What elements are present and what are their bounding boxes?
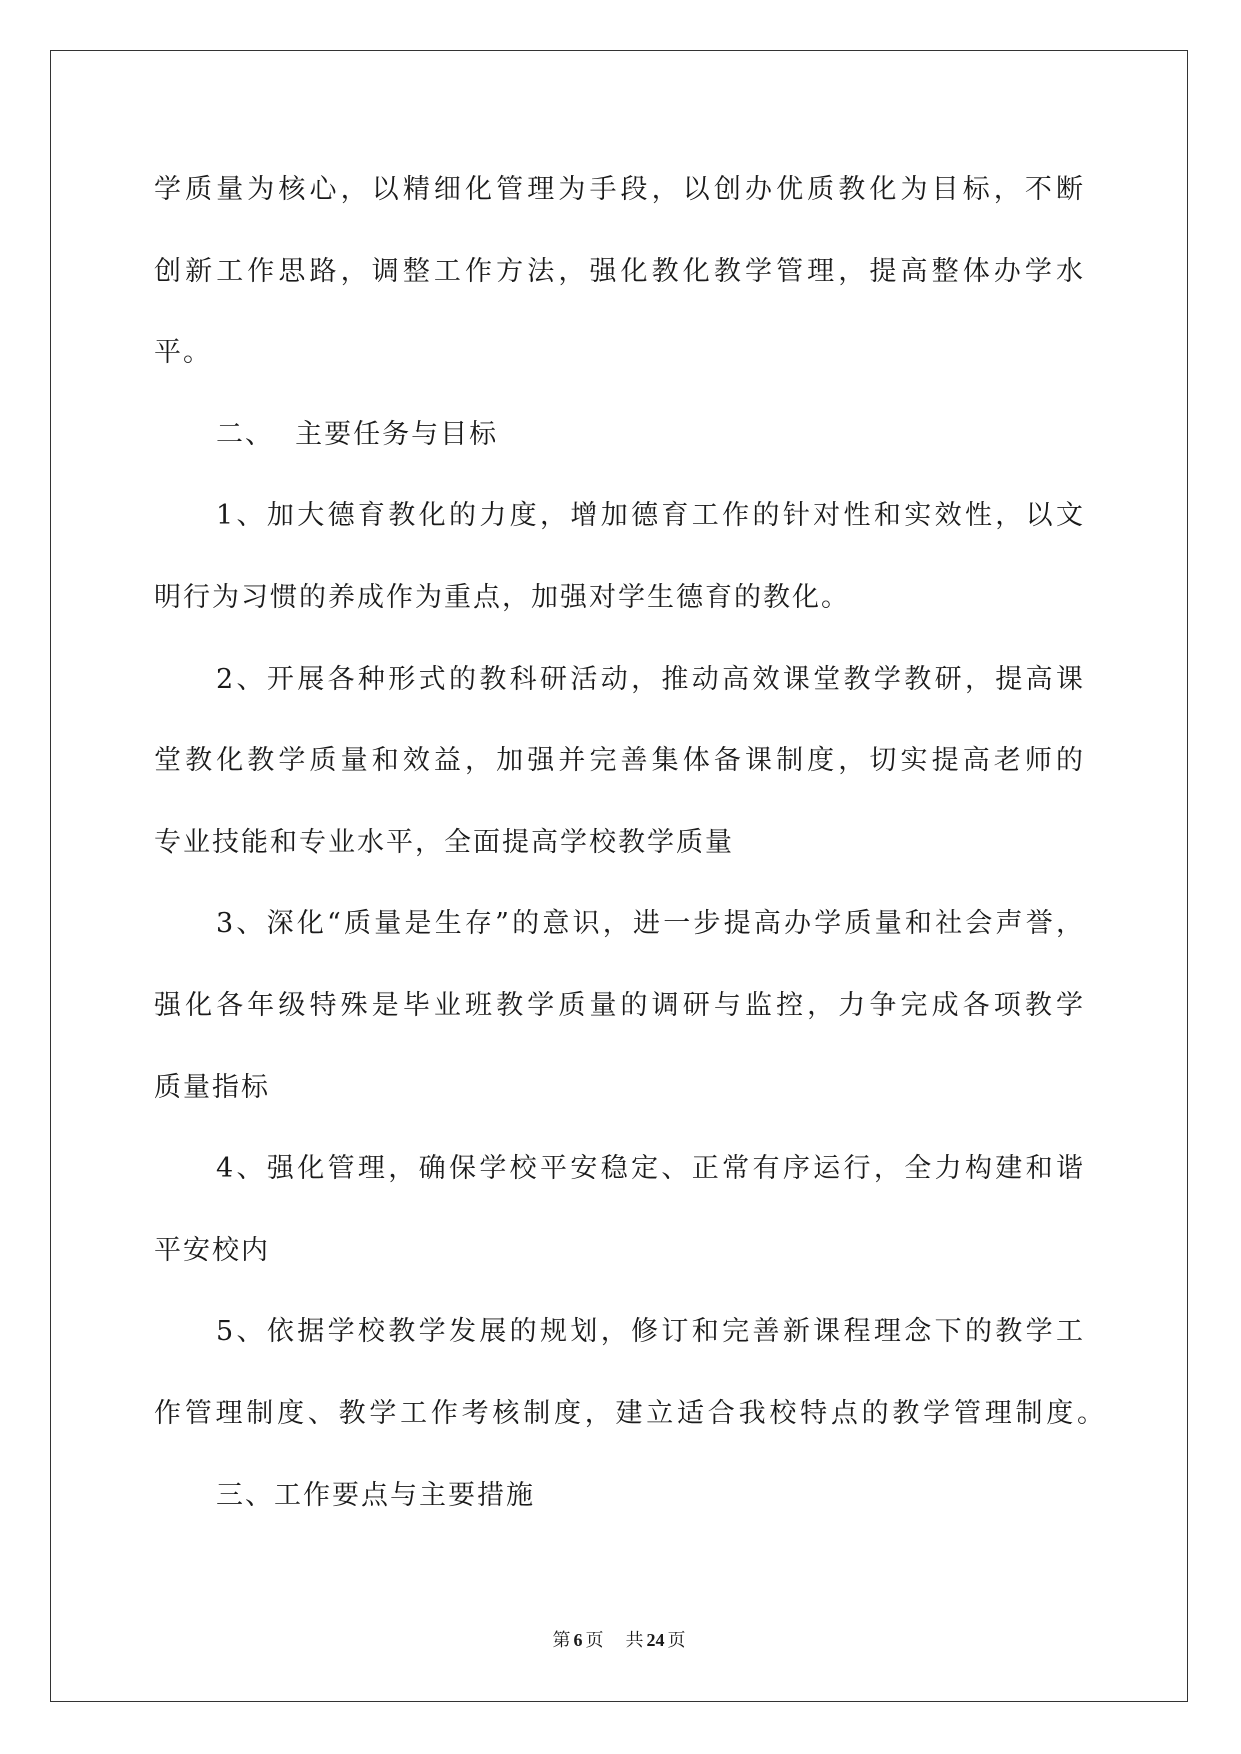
text-line: 专业技能和专业水平，全面提高学校教学质量 (154, 826, 734, 858)
text-line: 作管理制度、教学工作考核制度，建立适合我校特点的教学管理制度。 (154, 1397, 1106, 1429)
text-line: 堂教化教学质量和效益，加强并完善集体备课制度，切实提高老师的 (154, 745, 1085, 777)
section-heading (154, 394, 1114, 476)
list-item (154, 475, 1114, 638)
total-suffix: 页 (667, 1630, 686, 1650)
body-text (154, 149, 1114, 1536)
text-line: 学质量为核心，以精细化管理为手段，以创办优质教化为目标，不断 (154, 174, 1085, 205)
page-total (626, 1630, 686, 1650)
list-item (154, 1291, 1114, 1454)
list-item (154, 639, 1114, 884)
page-number (553, 1630, 604, 1650)
total-prefix: 共 (625, 1630, 644, 1650)
text-line: 平。 (154, 337, 212, 369)
text-line: 2、开展各种形式的教科研活动，推动高效课堂教学教研，提高课 (216, 663, 1085, 695)
paragraph (154, 149, 1114, 394)
text-line: 明行为习惯的养成作为重点，加强对学生德育的教化。 (154, 581, 850, 613)
section-heading (154, 1455, 1114, 1537)
text-line: 4、强化管理，确保学校平安稳定、正常有序运行，全力构建和谐 (216, 1153, 1085, 1185)
list-item (154, 883, 1114, 1128)
page-suffix: 页 (585, 1630, 604, 1650)
page (50, 50, 1188, 1702)
total-pages: 24 (646, 1630, 665, 1650)
page-prefix: 第 (552, 1630, 571, 1650)
page-footer (51, 1628, 1187, 1652)
text-line: 强化各年级特殊是毕业班教学质量的调研与监控，力争完成各项教学 (154, 989, 1085, 1021)
text-line: 平安校内 (154, 1234, 270, 1266)
text-line: 5、依据学校教学发展的规划，修订和完善新课程理念下的教学工 (216, 1316, 1085, 1348)
current-page: 6 (573, 1630, 583, 1650)
text-line: 1、加大德育教化的力度，增加德育工作的针对性和实效性，以文 (216, 500, 1085, 532)
text-line: 质量指标 (154, 1071, 270, 1103)
section-heading-text: 三、工作要点与主要措施 (216, 1479, 535, 1511)
list-item (154, 1128, 1114, 1291)
section-heading-text: 二、 主要任务与目标 (216, 418, 499, 450)
text-line: 创新工作思路，调整工作方法，强化教化教学管理，提高整体办学水 (154, 255, 1085, 287)
text-line: 3、深化“质量是生存”的意识，进一步提高办学质量和社会声誉， (216, 908, 1085, 940)
